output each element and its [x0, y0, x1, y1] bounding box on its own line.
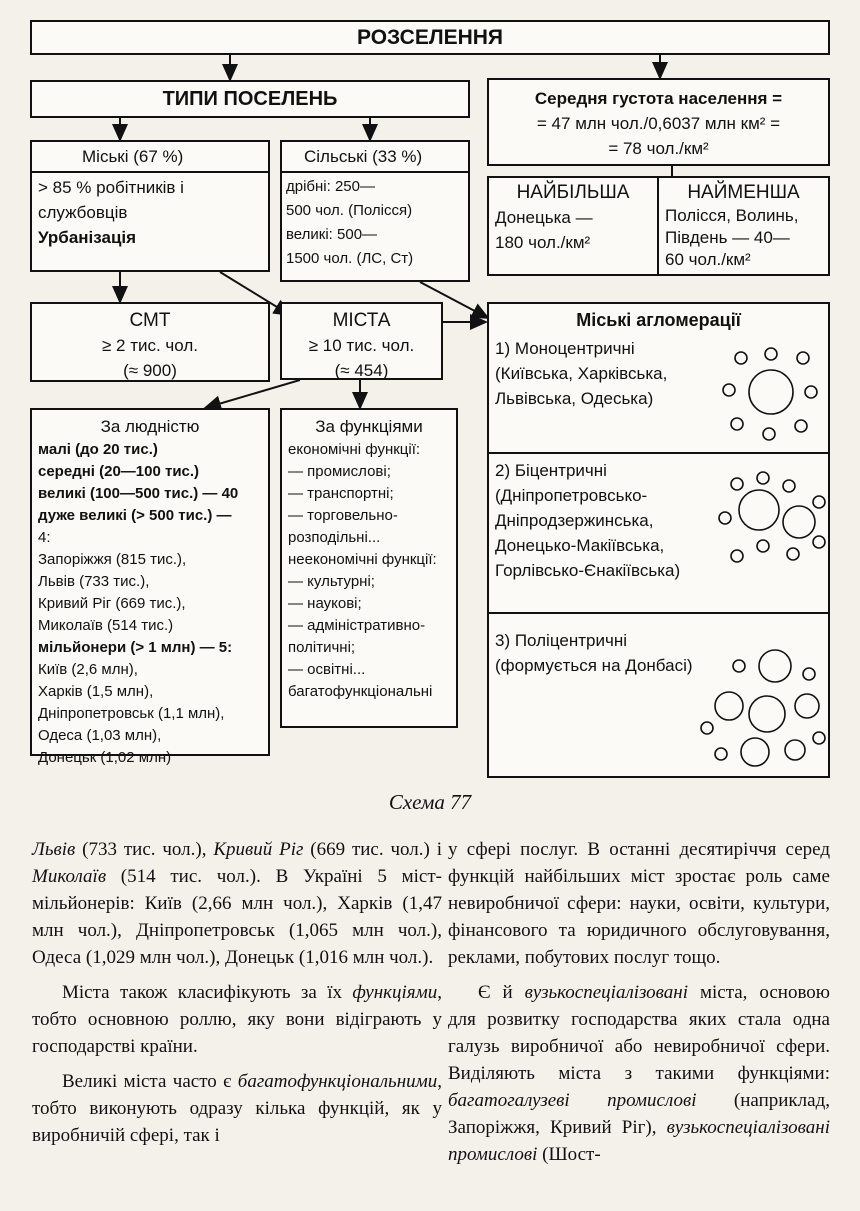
rural-line-1: дрібні: 250—: [286, 178, 375, 195]
func-item-2: — транспортні;: [288, 485, 394, 502]
func-head: За функціями: [315, 417, 423, 436]
right-paragraph-2: [448, 979, 830, 1168]
pop-million-3: Дніпропетровськ (1,1 млн),: [38, 705, 225, 722]
largest-line-1: Донецька —: [495, 208, 593, 227]
agglo-bi-line-1: 2) Біцентричні: [495, 461, 607, 480]
smallest-head: НАЙМЕНША: [687, 182, 800, 203]
text-span: (Шост-: [537, 1144, 601, 1165]
urban-line-3: Урбанізація: [38, 228, 137, 247]
text-span: (669 тис. чол.) і: [303, 839, 442, 860]
rural-box: [280, 140, 470, 282]
left-paragraph-1: [32, 836, 442, 971]
text-span: (514 тис. чол.). В Україні 5 міст-мільйонерів: Київ (2,66 млн чол.), Харків (1,47 млн чол.), Дніпропетровськ (1,065 млн чол.), Одеса (1,029 млн чол.), Донецьк (1,016 млн чол.).: [32, 866, 442, 968]
left-column: [32, 836, 442, 1157]
density-box: [487, 78, 830, 166]
types-box: [30, 80, 470, 118]
smallest-line-1: Полісся, Волинь,: [665, 206, 799, 225]
smallest-line-2: Південь — 40—: [665, 228, 790, 247]
polycentric-diagram-icon: [699, 644, 829, 776]
func-item-3b: розподільні...: [288, 529, 381, 546]
agglo-mono-line-3: Львівська, Одеська): [495, 389, 654, 408]
func-noneconomic: неекономічні функції:: [288, 551, 437, 568]
smt-head: СМТ: [129, 310, 171, 331]
agglo-bi-line-3: Дніпродзержинська,: [495, 511, 654, 530]
density-extremes-box: [487, 176, 830, 276]
mykolaiv-em: Миколаїв: [32, 866, 107, 887]
left-paragraph-3: [32, 1068, 442, 1149]
cities-head: МІСТА: [332, 310, 391, 331]
func-item-3: — торговельно-: [288, 507, 398, 524]
pop-head: За людністю: [100, 417, 200, 436]
func-economic: економічні функції:: [288, 441, 421, 458]
by-function-box: [280, 408, 458, 728]
func-item-6b: політичні;: [288, 639, 356, 656]
urban-head: Міські (67 %): [32, 142, 268, 173]
pop-million-1: Київ (2,6 млн),: [38, 661, 138, 678]
monocentric-diagram-icon: [719, 344, 827, 444]
smt-line-1: ≥ 2 тис. чол.: [101, 336, 199, 355]
rural-line-3: великі: 500—: [286, 226, 378, 243]
largest-head: НАЙБІЛЬША: [516, 182, 630, 203]
root-title: РОЗСЕЛЕННЯ: [356, 26, 504, 49]
specialized-em: вузькоспеціалізовані: [524, 982, 688, 1003]
density-line-2: = 47 млн чол./0,6037 млн км² =: [536, 114, 781, 133]
pop-very-large: дуже великі (> 500 тис.) —: [38, 507, 232, 524]
kryvyi-rih-em: Кривий Ріг: [213, 839, 304, 860]
func-item-6: — адміністративно-: [288, 617, 426, 634]
pop-million-4: Одеса (1,03 млн),: [38, 727, 162, 744]
agglo-poly-line-1: 3) Поліцентричні: [495, 631, 627, 650]
lviv-em: Львів: [32, 839, 76, 860]
pop-small: малі (до 20 тис.): [38, 441, 158, 458]
rural-line-4: 1500 чол. (ЛС, Ст): [286, 250, 414, 267]
specialized-industrial-em: вузькоспеціалізовані промислові: [448, 1117, 830, 1165]
pop-large: великі (100—500 тис.) — 40: [38, 485, 239, 502]
pop-city-2: Львів (733 тис.),: [38, 573, 150, 590]
agglomerations-box: [487, 302, 830, 778]
urban-line-1: > 85 % робітників і: [38, 178, 184, 197]
functions-em: функціями: [352, 982, 438, 1003]
urban-line-2: службовців: [38, 203, 128, 222]
by-population-box: [30, 408, 270, 766]
text-span: , тобто основною роллю, яку вони відіграють у господарстві країни.: [32, 982, 442, 1057]
rural-line-2: 500 чол. (Полісся): [286, 202, 413, 219]
text-span: (наприклад, Запоріжжя, Кривий Ріг),: [448, 1090, 830, 1138]
pop-million-5: Донецьк (1,02 млн): [38, 749, 172, 766]
func-item-5: — наукові;: [288, 595, 362, 612]
text-span: , тобто виконують одразу кілька функцій, як у виробничій сфері, так і: [32, 1071, 442, 1146]
cities-line-2: (≈ 454): [334, 361, 389, 380]
rural-head: Сільські (33 %): [282, 142, 468, 173]
cities-box: [280, 302, 443, 380]
func-item-1: — промислові;: [288, 463, 391, 480]
smt-box: [30, 302, 270, 382]
agglo-bi-line-2: (Дніпропетровсько-: [495, 486, 648, 505]
largest-line-2: 180 чол./км²: [495, 233, 591, 252]
func-multifunctional: багатофункціональні: [288, 683, 433, 700]
text-span: Є й: [478, 982, 525, 1003]
func-item-7: — освітні...: [288, 661, 366, 678]
cities-line-1: ≥ 10 тис. чол.: [308, 336, 415, 355]
bicentric-diagram-icon: [715, 466, 829, 570]
text-span: (733 тис. чол.),: [75, 839, 214, 860]
pop-four: 4:: [38, 529, 51, 546]
pop-city-4: Миколаїв (514 тис.): [38, 617, 174, 634]
pop-millionaires: мільйонери (> 1 млн) — 5:: [38, 639, 233, 656]
density-line-3: = 78 чол./км²: [608, 139, 709, 158]
right-column: [448, 836, 830, 1176]
pop-medium: середні (20—100 тис.): [38, 463, 200, 480]
schema-caption: Схема 77: [388, 790, 472, 814]
agglo-mono-line-1: 1) Моноцентричні: [495, 339, 635, 358]
text-span: міста, основою для розвитку господарства яких стала одна галузь виробничої або невиробничої сфери. Виділяють міста з такими функціями:: [448, 982, 830, 1084]
multifunctional-em: багатофункціональними: [237, 1071, 438, 1092]
multi-industry-em: багатогалузеві промислові: [448, 1090, 697, 1111]
smallest-line-3: 60 чол./км²: [665, 250, 751, 269]
pop-million-2: Харків (1,5 млн),: [38, 683, 154, 700]
agglo-bi-line-4: Донецько-Макіївська,: [495, 536, 665, 555]
text-span: Великі міста часто є: [62, 1071, 238, 1092]
urban-box: [30, 140, 270, 272]
func-item-4: — культурні;: [288, 573, 375, 590]
smt-line-2: (≈ 900): [123, 361, 177, 380]
right-paragraph-1: у сфері послуг. В останні десятиріччя серед функцій найбільших міст зростає роль саме невиробничої сфери: науки, освіти, культури, фінансового та юридичного обслуговування, реклами, побутових послуг тощо.: [448, 839, 830, 968]
pop-city-3: Кривий Ріг (669 тис.),: [38, 595, 186, 612]
agglo-bi-line-5: Горлівсько-Єнакіївська): [495, 561, 681, 580]
left-paragraph-2: [32, 979, 442, 1060]
density-line-1: Середня густота населення =: [534, 89, 783, 108]
pop-city-1: Запоріжжя (815 тис.),: [38, 551, 187, 568]
agglo-poly-line-2: (формується на Донбасі): [495, 656, 693, 675]
text-span: Міста також класифікують за їх: [62, 982, 353, 1003]
agglo-head: Міські агломерації: [576, 310, 741, 330]
root-box: [30, 20, 830, 55]
types-title: ТИПИ ПОСЕЛЕНЬ: [162, 88, 338, 110]
agglo-mono-line-2: (Київська, Харківська,: [495, 364, 668, 383]
